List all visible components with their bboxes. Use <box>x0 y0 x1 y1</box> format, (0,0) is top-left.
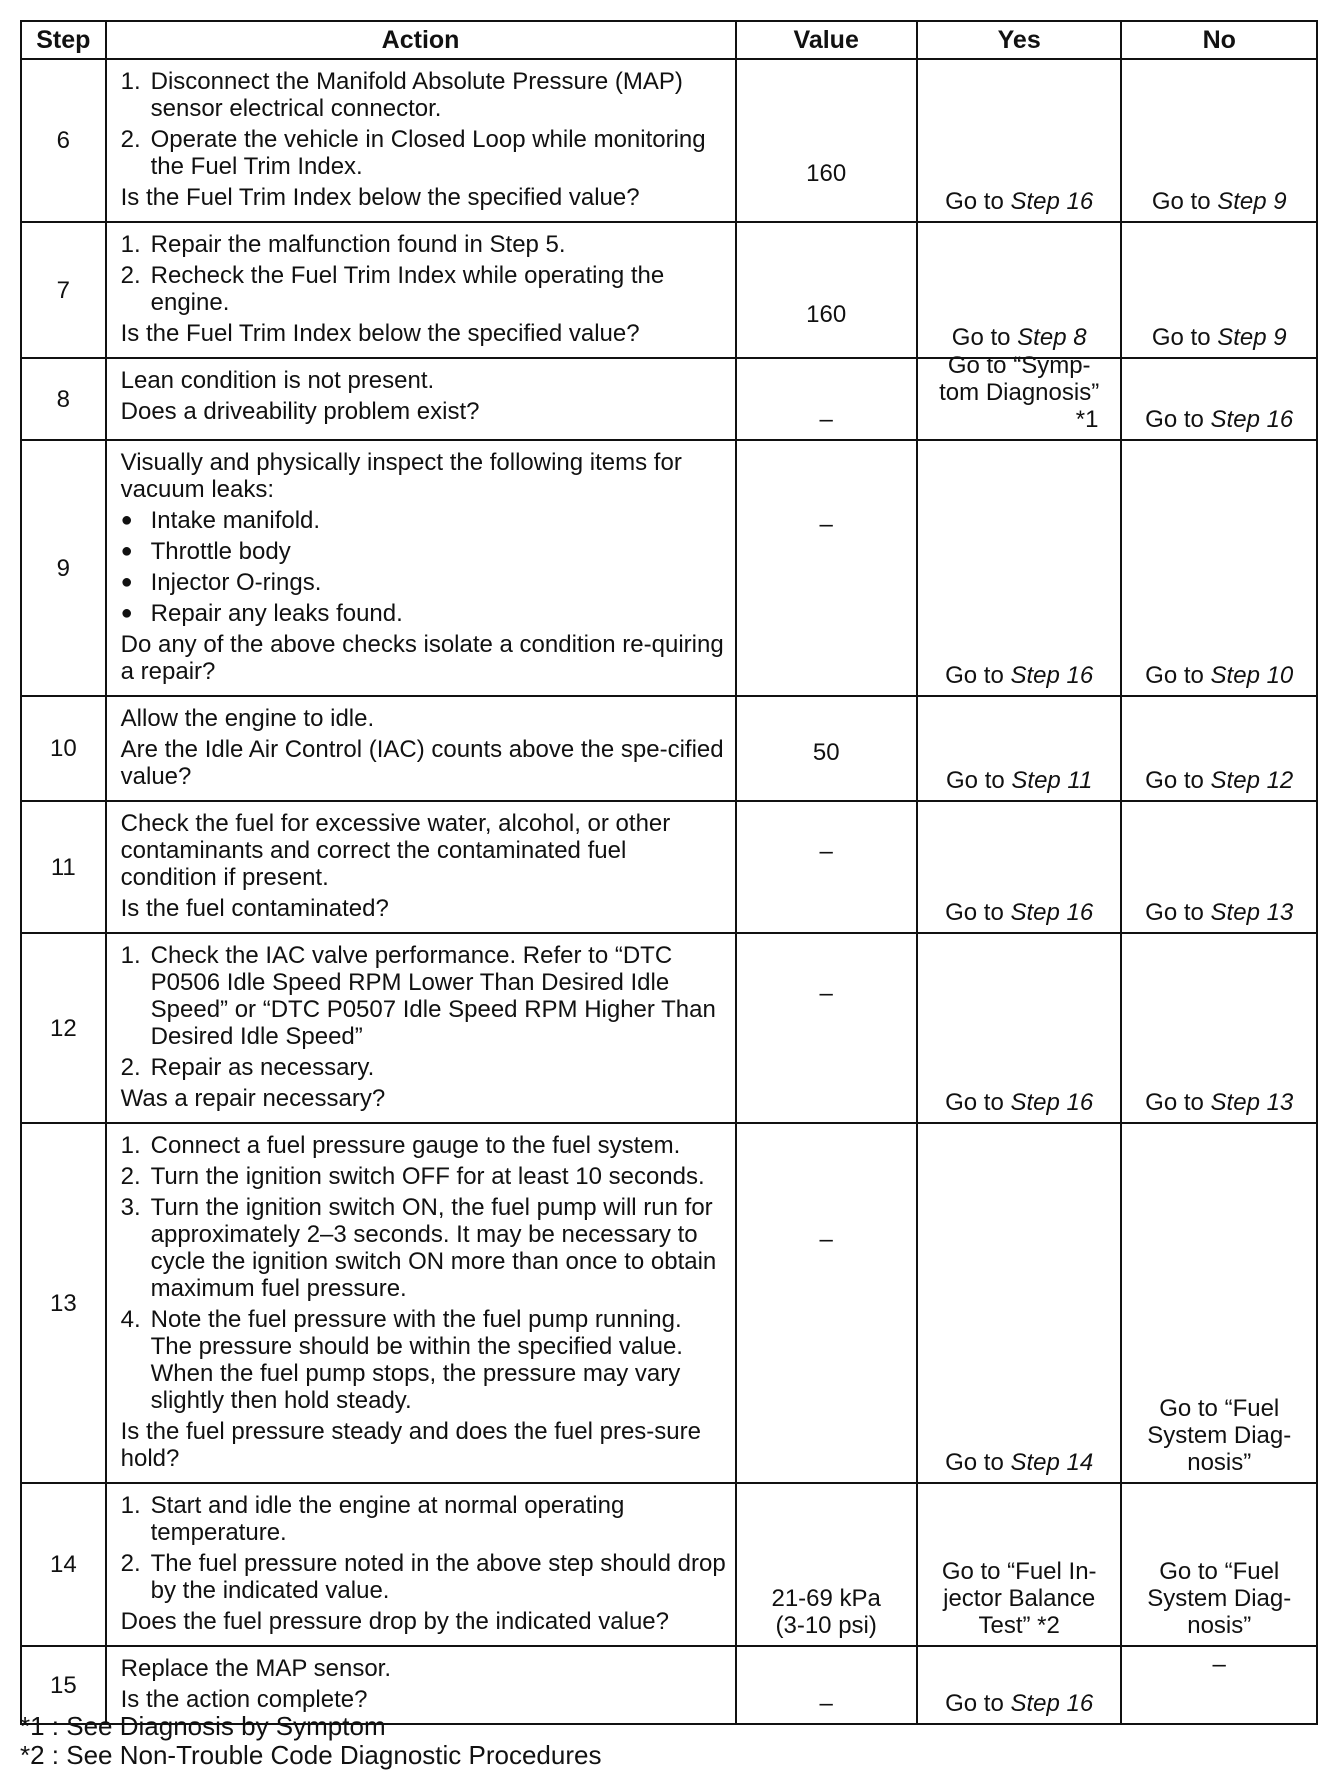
numbered-item <box>121 1132 727 1159</box>
yes-step-ref: Step 16 <box>1010 1690 1094 1717</box>
value-cell <box>736 696 917 801</box>
no-goto-link <box>1122 767 1316 794</box>
no-cell <box>1121 59 1317 222</box>
value-text: 50 <box>812 739 840 766</box>
no-goto-link <box>1122 324 1316 351</box>
item-number: 3. <box>120 1194 141 1221</box>
action-cell <box>106 1483 736 1646</box>
item-text: Start and idle the engine at normal operating temperature. <box>150 1492 625 1546</box>
step-cell <box>21 696 106 801</box>
yes-cell <box>917 1123 1122 1483</box>
item-number: 2. <box>120 1163 141 1190</box>
table-row <box>21 696 1317 801</box>
table-row <box>21 358 1317 440</box>
yes-text-line: Go to “Fuel In- <box>941 1558 1097 1585</box>
step-cell <box>21 222 106 358</box>
step-cell <box>21 59 106 222</box>
bullet-text: Injector O-rings. <box>150 569 322 596</box>
action-cell <box>106 222 736 358</box>
item-number: 1. <box>120 942 141 969</box>
no-goto-link <box>1122 406 1316 433</box>
item-text: Disconnect the Manifold Absolute Pressure (MAP) sensor electrical connector. <box>150 68 683 122</box>
bullet-item <box>121 507 727 534</box>
step-cell <box>21 933 106 1123</box>
yes-cell <box>917 801 1122 933</box>
yes-cell <box>917 696 1122 801</box>
item-text: Note the fuel pressure with the fuel pump running. The pressure should be within the specified value. When the fuel pump stops, the pressure may vary slightly then hold steady. <box>150 1306 683 1414</box>
step-number: 8 <box>56 385 70 413</box>
action-cell <box>106 59 736 222</box>
header-step: Step <box>21 21 106 59</box>
step-cell <box>21 358 106 440</box>
item-text: Connect a fuel pressure gauge to the fuel system. <box>150 1132 681 1159</box>
yes-goto-link <box>918 1690 1121 1717</box>
action-question: Do any of the above checks isolate a condition re-quiring a repair? <box>120 631 724 685</box>
bullet-icon: ● <box>120 509 133 531</box>
action-cell <box>106 440 736 696</box>
action-question: Is the Fuel Trim Index below the specified value? <box>120 320 640 347</box>
yes-cell <box>917 352 1122 440</box>
yes-cell <box>917 222 1122 358</box>
no-cell <box>1121 696 1317 801</box>
no-step-ref: Step 10 <box>1210 662 1294 689</box>
bullet-text: Repair any leaks found. <box>150 600 403 627</box>
no-cell <box>1121 1646 1317 1724</box>
step-number: 7 <box>56 276 70 304</box>
value-cell <box>736 1646 917 1724</box>
bullet-text: Throttle body <box>150 538 291 565</box>
footnote-1: *1 : See Diagnosis by Symptom <box>20 1711 386 1741</box>
action-cell <box>106 358 736 440</box>
step-number: 10 <box>49 735 77 762</box>
step-number: 14 <box>49 1551 77 1578</box>
item-number: 2. <box>120 126 141 153</box>
yes-cell <box>917 59 1122 222</box>
no-goto-prefix: Go to <box>1145 767 1211 794</box>
header-yes: Yes <box>917 21 1122 59</box>
yes-goto-link <box>918 899 1121 926</box>
yes-cell <box>917 1483 1122 1646</box>
yes-goto-prefix: Go to <box>945 662 1011 689</box>
action-cell <box>106 1123 736 1483</box>
table-row <box>21 1483 1317 1646</box>
bullet-icon: ● <box>120 540 133 562</box>
yes-goto-link <box>918 662 1121 689</box>
yes-goto-link <box>918 1449 1121 1476</box>
no-goto-prefix: Go to <box>1151 188 1218 215</box>
item-text: Check the IAC valve performance. Refer to “DTC P0506 Idle Speed RPM Lower Than Desired Idle Speed” or “DTC P0507 Idle Speed RPM Higher Than Desired Idle Speed” <box>150 942 716 1050</box>
numbered-item <box>121 942 727 1050</box>
numbered-item <box>121 1492 727 1546</box>
item-text: Repair as necessary. <box>150 1054 375 1081</box>
step-number: 12 <box>49 1014 77 1042</box>
table-row <box>21 1123 1317 1483</box>
bullet-item <box>121 600 727 627</box>
action-text: Lean condition is not present. <box>120 367 435 394</box>
no-goto-prefix: Go to <box>1145 1089 1211 1116</box>
footnote-2: *2 : See Non-Trouble Code Diagnostic Procedures <box>20 1740 602 1770</box>
numbered-item <box>121 1163 727 1190</box>
yes-cell <box>917 933 1122 1123</box>
item-text: Operate the vehicle in Closed Loop while monitoring the Fuel Trim Index. <box>150 126 706 180</box>
no-cell <box>1121 1123 1317 1483</box>
yes-goto-prefix: Go to <box>945 1449 1011 1476</box>
action-question: Does a driveability problem exist? <box>120 398 480 425</box>
yes-goto-prefix: Go to <box>945 1690 1011 1717</box>
item-text: Recheck the Fuel Trim Index while operating the engine. <box>150 262 665 316</box>
yes-goto-link <box>918 767 1121 794</box>
numbered-item <box>121 68 727 122</box>
table-row <box>21 801 1317 933</box>
value-text: – <box>819 511 833 538</box>
no-step-ref: Step 13 <box>1210 1089 1294 1116</box>
step-number: 13 <box>49 1289 77 1317</box>
value-text: – <box>819 838 833 865</box>
no-goto-link <box>1122 899 1316 926</box>
value-cell <box>736 801 917 933</box>
no-goto-link <box>1122 1089 1316 1116</box>
item-number: 1. <box>120 1492 141 1519</box>
action-cell <box>106 801 736 933</box>
no-step-ref: Step 9 <box>1217 324 1287 351</box>
value-cell <box>736 440 917 696</box>
table-row <box>21 440 1317 696</box>
no-goto-prefix: Go to <box>1145 406 1211 433</box>
numbered-item <box>121 1550 727 1604</box>
item-number: 1. <box>120 231 141 258</box>
yes-cell <box>917 440 1122 696</box>
no-text-line: Go to “Fuel <box>1159 1558 1280 1585</box>
bullet-icon: ● <box>120 602 133 624</box>
yes-text-line: Test” *2 <box>978 1612 1060 1639</box>
no-text-line: nosis” <box>1187 1612 1252 1639</box>
bullet-text: Intake manifold. <box>150 507 321 534</box>
action-cell <box>106 696 736 801</box>
value-cell <box>736 358 917 440</box>
value-cell <box>736 222 917 358</box>
yes-step-ref: Step 8 <box>1017 324 1087 351</box>
yes-goto-link <box>918 188 1121 215</box>
action-cell <box>106 933 736 1123</box>
numbered-item <box>121 262 727 316</box>
action-text: Replace the MAP sensor. <box>120 1655 392 1682</box>
action-text: Check the fuel for excessive water, alcohol, or other contaminants and correct the contaminated fuel condition if present. <box>120 810 671 891</box>
value-cell <box>736 59 917 222</box>
numbered-item <box>121 1306 727 1414</box>
no-text-line: Go to “Fuel <box>1159 1395 1280 1422</box>
yes-step-ref: Step 16 <box>1010 188 1094 215</box>
no-cell <box>1121 358 1317 440</box>
yes-goto-link <box>918 1089 1121 1116</box>
table-row <box>21 59 1317 222</box>
action-question: Is the action complete? <box>120 1686 368 1713</box>
no-step-ref: Step 9 <box>1217 188 1287 215</box>
item-number: 2. <box>120 1054 141 1081</box>
no-step-ref: Step 13 <box>1210 899 1294 926</box>
diagnostic-table <box>20 20 1318 1725</box>
item-number: 4. <box>120 1306 141 1333</box>
no-cell <box>1121 1483 1317 1646</box>
yes-goto-prefix: Go to <box>945 899 1011 926</box>
yes-text-line: tom Diagnosis” <box>939 379 1100 406</box>
item-text: The fuel pressure noted in the above step should drop by the indicated value. <box>150 1550 726 1604</box>
yes-step-ref: Step 14 <box>1010 1449 1094 1476</box>
step-number: 6 <box>56 127 70 154</box>
value-text: – <box>819 980 833 1007</box>
bullet-item <box>121 538 727 565</box>
yes-goto-prefix: Go to <box>951 324 1018 351</box>
header-action: Action <box>106 21 736 59</box>
yes-goto-prefix: Go to <box>945 1089 1011 1116</box>
step-cell <box>21 801 106 933</box>
header-value: Value <box>736 21 917 59</box>
value-text: – <box>819 406 833 433</box>
yes-step-ref: Step 11 <box>1011 767 1093 794</box>
value-cell <box>736 1123 917 1483</box>
no-text-line: nosis” <box>1187 1449 1252 1476</box>
step-cell <box>21 1483 106 1646</box>
no-goto-link <box>1122 188 1316 215</box>
numbered-item <box>121 126 727 180</box>
no-cell <box>1121 801 1317 933</box>
value-text: – <box>819 1226 833 1253</box>
value-cell <box>736 933 917 1123</box>
yes-cell <box>917 1646 1122 1724</box>
numbered-item <box>121 1054 727 1081</box>
item-number: 2. <box>120 1550 141 1577</box>
action-question: Is the Fuel Trim Index below the specified value? <box>120 184 640 211</box>
action-question: Was a repair necessary? <box>120 1085 386 1112</box>
no-cell <box>1121 933 1317 1123</box>
header-row <box>21 21 1317 59</box>
step-cell <box>21 1123 106 1483</box>
table-row <box>21 222 1317 358</box>
table-row <box>21 933 1317 1123</box>
value-line: (3-10 psi) <box>775 1612 877 1639</box>
action-question: Is the fuel pressure steady and does the fuel pres-sure hold? <box>120 1418 701 1472</box>
yes-goto-prefix: Go to <box>945 188 1011 215</box>
yes-step-ref: Step 16 <box>1010 662 1094 689</box>
value-line: 21-69 kPa <box>771 1585 881 1612</box>
yes-step-ref: Step 16 <box>1010 1089 1094 1116</box>
no-goto-prefix: Go to <box>1145 662 1211 689</box>
item-number: 1. <box>120 68 141 95</box>
item-number: 2. <box>120 262 141 289</box>
yes-goto-prefix: Go to <box>946 767 1012 794</box>
item-text: Turn the ignition switch OFF for at least 10 seconds. <box>150 1163 705 1190</box>
value-cell <box>736 1483 917 1646</box>
bullet-item <box>121 569 727 596</box>
no-step-ref: Step 16 <box>1210 406 1294 433</box>
no-goto-prefix: Go to <box>1151 324 1218 351</box>
step-number: 11 <box>50 853 76 881</box>
no-goto-prefix: Go to <box>1145 899 1211 926</box>
header-no: No <box>1121 21 1317 59</box>
yes-text-line: jector Balance <box>943 1585 1096 1612</box>
action-question: Does the fuel pressure drop by the indicated value? <box>120 1608 669 1635</box>
step-cell <box>21 440 106 696</box>
value-text: 160 <box>806 301 847 328</box>
no-text: – <box>1212 1651 1226 1678</box>
yes-goto-link <box>918 324 1121 351</box>
yes-text-line: Go to “Symp- <box>947 352 1091 379</box>
value-text: 160 <box>806 160 847 187</box>
bullet-icon: ● <box>120 571 133 593</box>
value-text: – <box>819 1690 833 1717</box>
action-question: Is the fuel contaminated? <box>120 895 389 922</box>
yes-text-line: *1 <box>1075 406 1099 433</box>
yes-step-ref: Step 16 <box>1010 899 1094 926</box>
numbered-item <box>121 1194 727 1302</box>
item-text: Repair the malfunction found in Step 5. <box>150 231 566 258</box>
no-goto-link <box>1122 662 1316 689</box>
action-text: Visually and physically inspect the following items for vacuum leaks: <box>120 449 682 503</box>
no-text-line: System Diag- <box>1147 1422 1292 1449</box>
no-text-line: System Diag- <box>1147 1585 1292 1612</box>
numbered-item <box>121 231 727 258</box>
action-text: Allow the engine to idle. <box>120 705 375 732</box>
no-cell <box>1121 440 1317 696</box>
step-number: 15 <box>49 1671 77 1699</box>
item-number: 1. <box>120 1132 141 1159</box>
action-question: Are the Idle Air Control (IAC) counts above the spe-cified value? <box>120 736 724 790</box>
step-number: 9 <box>56 554 70 582</box>
no-step-ref: Step 12 <box>1210 767 1294 794</box>
item-text: Turn the ignition switch ON, the fuel pump will run for approximately 2–3 seconds. It may be necessary to cycle the ignition switch ON more than once to obtain maximum fuel pressure. <box>150 1194 717 1302</box>
no-cell <box>1121 222 1317 358</box>
